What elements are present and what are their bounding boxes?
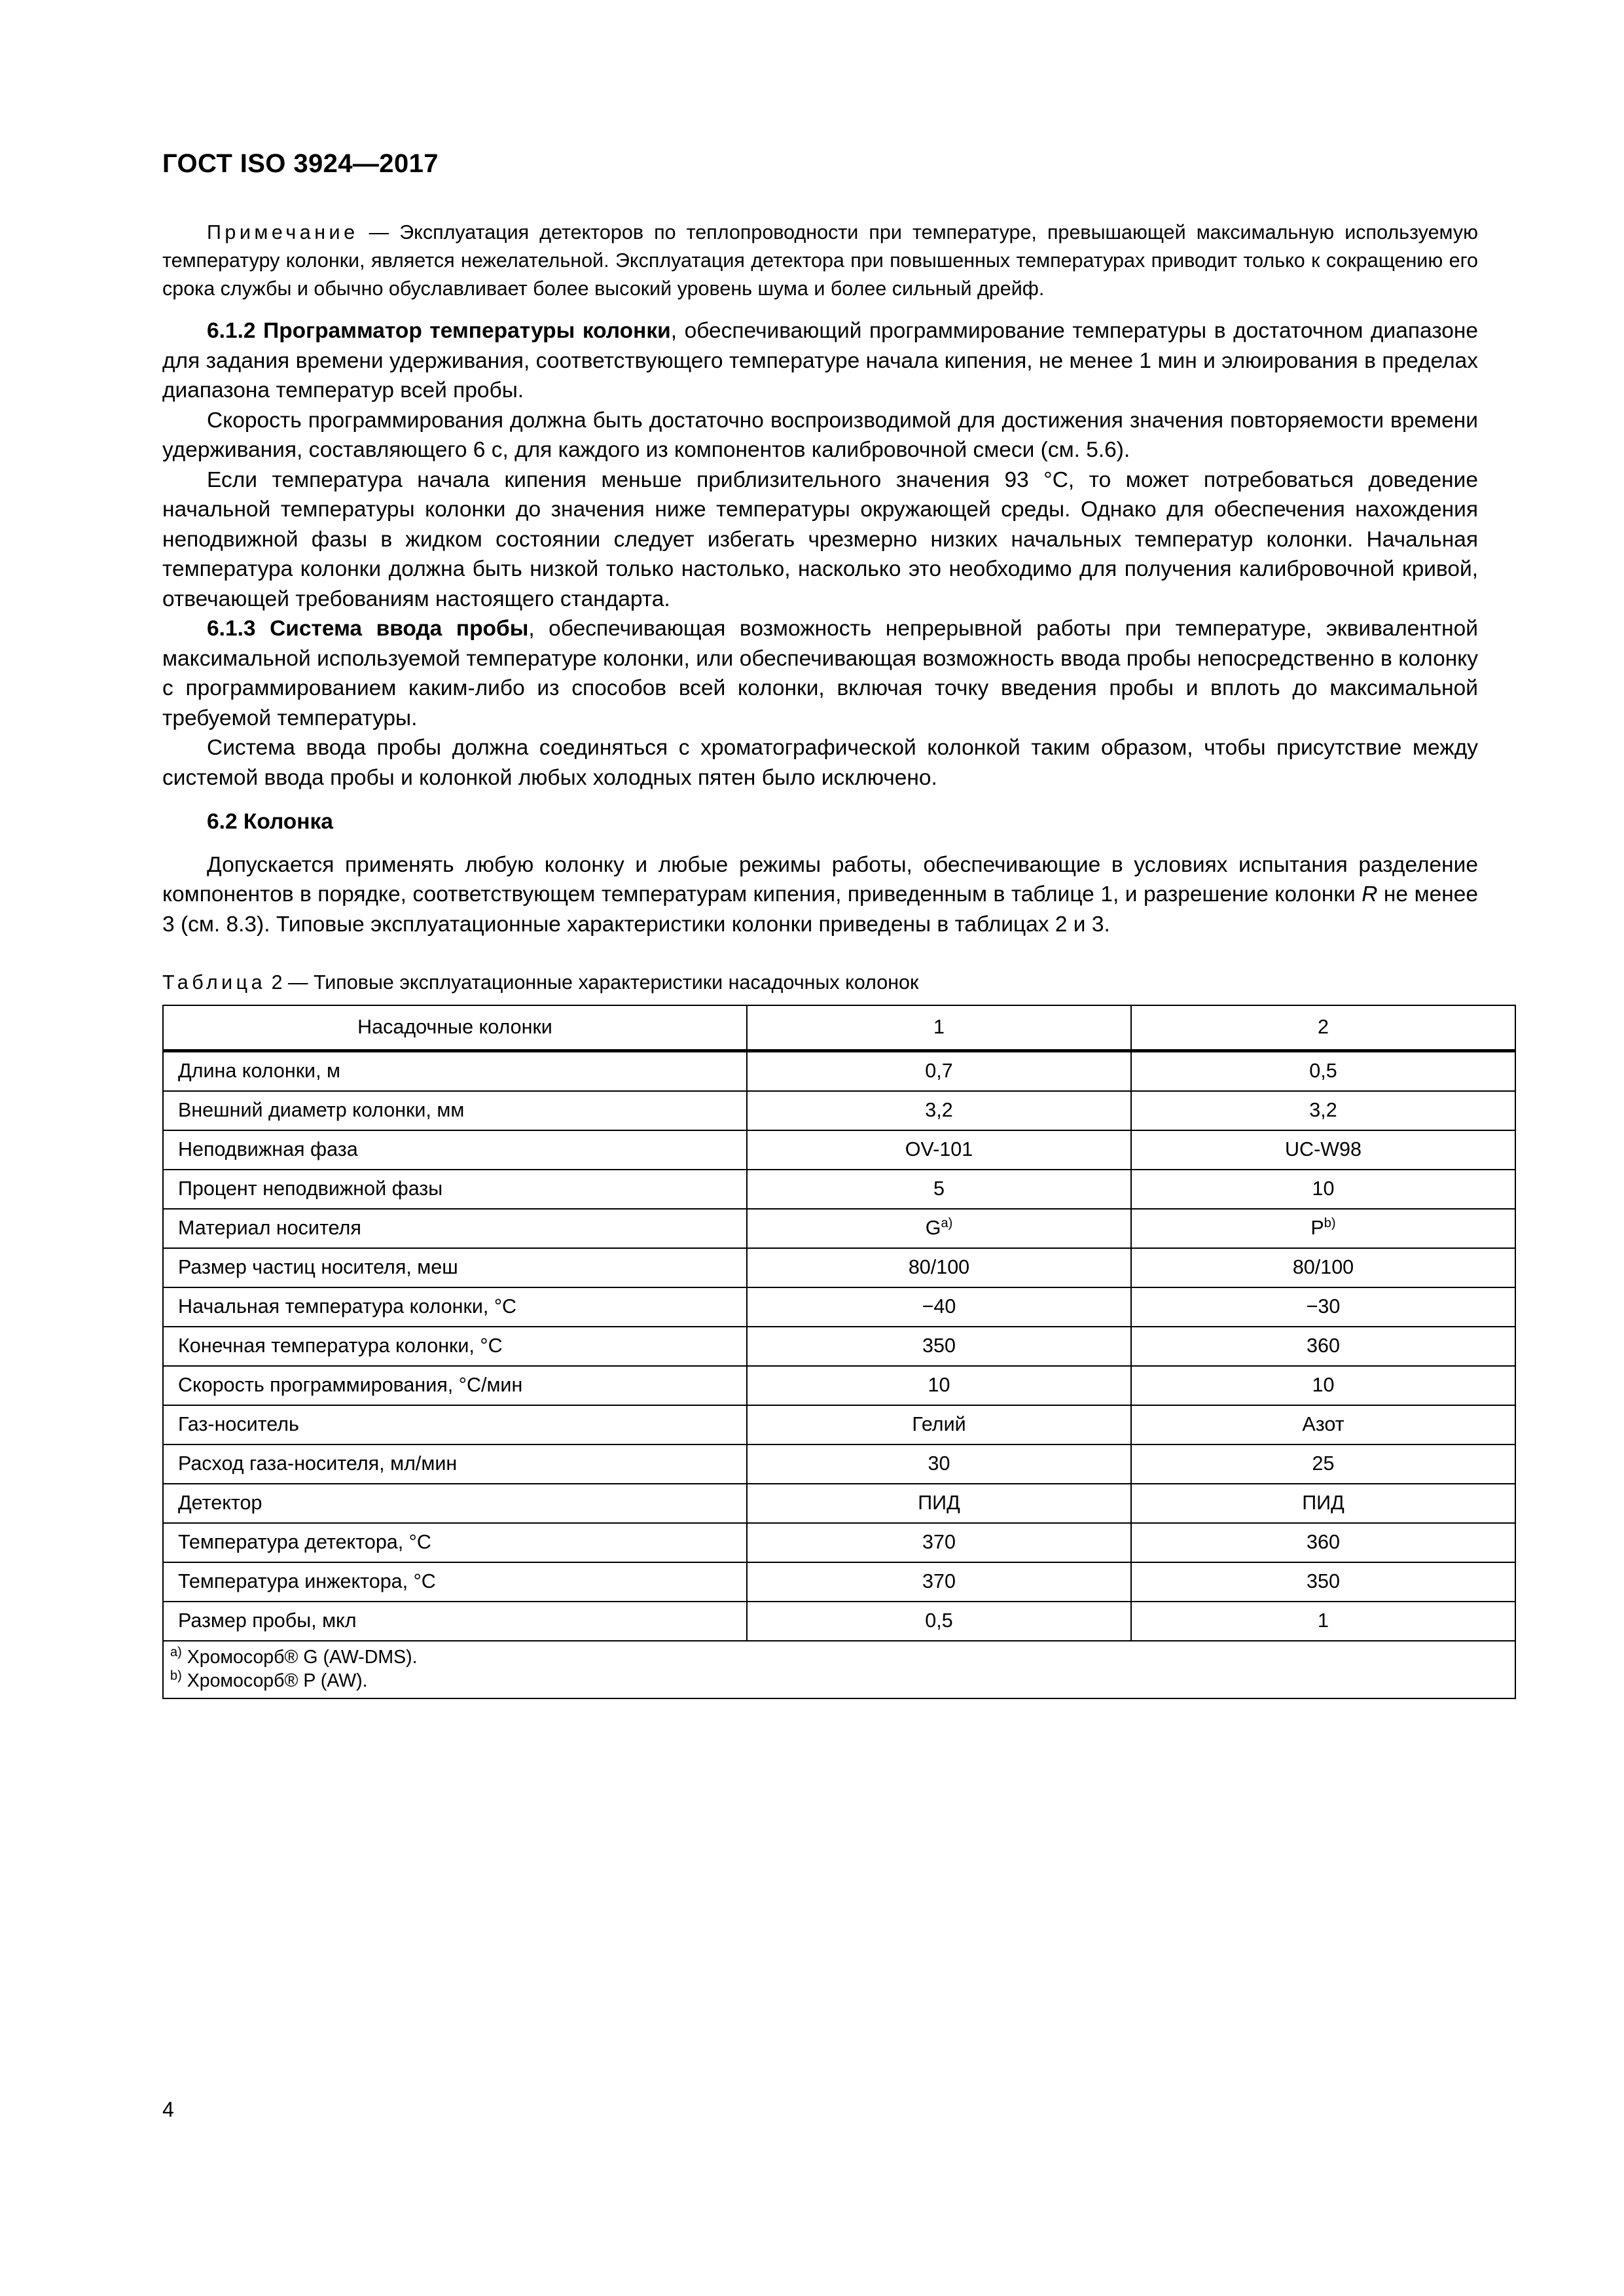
row-value-2 [1131, 1209, 1515, 1248]
table-row [163, 1130, 1515, 1170]
row-value-1-text: G [925, 1217, 941, 1239]
table-row [163, 1248, 1515, 1287]
row-value-2: Азот [1131, 1405, 1515, 1444]
table-footnotes [163, 1641, 1515, 1698]
header-cell-col2: 2 [1131, 1005, 1515, 1051]
note-text: Эксплуатация детекторов по теплопроводности при температуре, превышающей максимальную используемую температуру колонки, является нежелательной. Эксплуатация детектора при повышенных температурах приводит только к сокращению его срока службы и обычно обуславливает более высокий уровень шума и более сильный дрейф. [162, 221, 1478, 300]
table-caption-text: Типовые эксплуатационные характеристики насадочных колонок [313, 971, 919, 994]
footnote-ref-a: a) [941, 1215, 953, 1230]
row-value-2: 10 [1131, 1366, 1515, 1405]
table-caption [162, 969, 1478, 996]
table-body [163, 1051, 1515, 1699]
section-6-1-2-body: , обеспечивающий программирование температуры в достаточном диапазоне для задания времени удерживания, соответствующего температуре начала кипения, не менее 1 мин и элюирования в пределах диапазона температур всей пробы. [162, 319, 1479, 403]
header-cell-col1: 1 [747, 1005, 1131, 1051]
table-row [163, 1366, 1515, 1405]
row-label: Размер пробы, мкл [163, 1602, 747, 1641]
table-caption-label: Таблица [162, 971, 266, 994]
paragraph-programming-speed: Скорость программирования должна быть достаточно воспроизводимой для достижения значения повторяемости времени удерживания, составляющего 6 с, для каждого из компонентов калибровочной смеси (см. 5.6). [162, 408, 1478, 462]
row-value-1: 0,5 [747, 1602, 1131, 1641]
section-6-1-3 [162, 614, 1478, 733]
row-label: Длина колонки, м [163, 1051, 747, 1092]
row-value-2: 350 [1131, 1562, 1515, 1602]
row-value-2: UC-W98 [1131, 1130, 1515, 1170]
header-cell-label: Насадочные колонки [163, 1005, 747, 1051]
row-value-2: 360 [1131, 1523, 1515, 1562]
paragraph-injection-system: Система ввода пробы должна соединяться с хроматографической колонкой таким образом, чтобы присутствие между системой ввода пробы и колонкой любых холодных пятен было исключено. [162, 736, 1478, 790]
footnote-a-mark: a) [170, 1645, 182, 1660]
footnote-a [170, 1645, 1508, 1669]
row-value-1: 5 [747, 1170, 1131, 1209]
row-label: Размер частиц носителя, меш [163, 1248, 747, 1287]
row-value-2: 10 [1131, 1170, 1515, 1209]
row-value-1: 370 [747, 1523, 1131, 1562]
row-value-2: 0,5 [1131, 1051, 1515, 1092]
section-6-1-3-body: , обеспечивающая возможность непрерывной работы при температуре, эквивалентной максимальной используемой температуре колонки, или обеспечивающая возможность ввода пробы непосредственно в колонку с программированием каким-либо из способов всей колонки, включая точку введения пробы и вплоть до максимальной требуемой температуры. [162, 617, 1478, 730]
footnote-b-text: Хромосорб® P (AW). [181, 1670, 368, 1691]
row-label: Температура инжектора, °C [163, 1562, 747, 1602]
table-row [163, 1405, 1515, 1444]
paragraph-column [162, 850, 1478, 940]
table-header-row [163, 1005, 1515, 1051]
row-label: Скорость программирования, °C/мин [163, 1366, 747, 1405]
table-caption-dash: — [282, 971, 314, 994]
table-row [163, 1562, 1515, 1602]
row-label: Материал носителя [163, 1209, 747, 1248]
table-row [163, 1523, 1515, 1562]
document-header: ГОСТ ISO 3924—2017 [162, 149, 439, 178]
row-value-1 [747, 1209, 1131, 1248]
row-label: Внешний диаметр колонки, мм [163, 1091, 747, 1130]
table-row [163, 1444, 1515, 1484]
table-2 [162, 1005, 1516, 1699]
row-value-1: 370 [747, 1562, 1131, 1602]
table-row [163, 1051, 1515, 1092]
row-label: Газ-носитель [163, 1405, 747, 1444]
table-row [163, 1209, 1515, 1248]
section-6-1-2-number: 6.1.2 [207, 319, 264, 343]
table-row [163, 1602, 1515, 1641]
row-value-1: 350 [747, 1327, 1131, 1366]
row-label: Неподвижная фаза [163, 1130, 747, 1170]
note-label: Примечание [207, 221, 359, 243]
row-value-1: 10 [747, 1366, 1131, 1405]
row-value-1: OV-101 [747, 1130, 1131, 1170]
row-value-2: 1 [1131, 1602, 1515, 1641]
row-value-2: ПИД [1131, 1484, 1515, 1523]
row-value-2: 360 [1131, 1327, 1515, 1366]
footnote-ref-b: b) [1324, 1215, 1336, 1230]
section-6-1-3-number: 6.1.3 [207, 617, 270, 641]
table-footnotes-row [163, 1641, 1515, 1698]
row-value-1: −40 [747, 1287, 1131, 1327]
footnote-b-mark: b) [170, 1668, 182, 1683]
row-value-1: Гелий [747, 1405, 1131, 1444]
table-row [163, 1091, 1515, 1130]
paragraph-column-part1: Допускается применять любую колонку и любые режимы работы, обеспечивающие в условиях испытания разделение компонентов в порядке, соответствующем температурам кипения, приведенным в таблице 1, и разрешение колонки [162, 852, 1478, 906]
row-value-2: 3,2 [1131, 1091, 1515, 1130]
table-caption-number: 2 [266, 971, 283, 994]
row-value-1: 30 [747, 1444, 1131, 1484]
row-label: Расход газа-носителя, мл/мин [163, 1444, 747, 1484]
note-dash: — [358, 221, 400, 243]
row-label: Процент неподвижной фазы [163, 1170, 747, 1209]
table-2-wrapper [162, 1005, 1478, 1699]
row-value-2: 80/100 [1131, 1248, 1515, 1287]
row-label: Конечная температура колонки, °C [163, 1327, 747, 1366]
table-row [163, 1287, 1515, 1327]
row-value-1: 80/100 [747, 1248, 1131, 1287]
page-number: 4 [162, 2098, 174, 2121]
table-head [163, 1005, 1515, 1051]
page-content [162, 149, 1478, 1699]
section-6-1-2 [162, 316, 1478, 406]
footnote-a-text: Хромосорб® G (AW-DMS). [181, 1647, 418, 1668]
section-6-1-3-title: Система ввода пробы [270, 617, 529, 641]
row-label: Детектор [163, 1484, 747, 1523]
row-value-1: ПИД [747, 1484, 1131, 1523]
note-paragraph [162, 219, 1478, 303]
paragraph-column-part2: не менее 3 (см. 8.3). Типовые эксплуатационные характеристики колонки приведены в таблицах 2 и 3. [162, 882, 1478, 937]
footnote-b [170, 1669, 1508, 1693]
table-row [163, 1484, 1515, 1523]
row-label: Начальная температура колонки, °C [163, 1287, 747, 1327]
section-6-1-2-title: Программатор температуры колонки [263, 319, 671, 343]
row-value-2: −30 [1131, 1287, 1515, 1327]
row-value-1: 3,2 [747, 1091, 1131, 1130]
table-row [163, 1170, 1515, 1209]
paragraph-boiling-point: Если температура начала кипения меньше приблизительного значения 93 °C, то может потребоваться доведение начальной температуры колонки до значения ниже температуры окружающей среды. Однако для обеспечения нахождения неподвижной фазы в жидком состоянии следует избегать чрезмерно низких начальных температур колонки. Начальная температура колонки должна быть низкой только настолько, насколько это необходимо для получения калибровочной кривой, отвечающей требованиям настоящего стандарта. [162, 467, 1478, 611]
row-value-2: 25 [1131, 1444, 1515, 1484]
table-row [163, 1327, 1515, 1366]
row-value-1: 0,7 [747, 1051, 1131, 1092]
row-label: Температура детектора, °C [163, 1523, 747, 1562]
row-value-2-text: P [1310, 1217, 1324, 1239]
resolution-symbol: R [1362, 882, 1378, 906]
section-heading-6-2: 6.2 Колонка [207, 810, 333, 834]
